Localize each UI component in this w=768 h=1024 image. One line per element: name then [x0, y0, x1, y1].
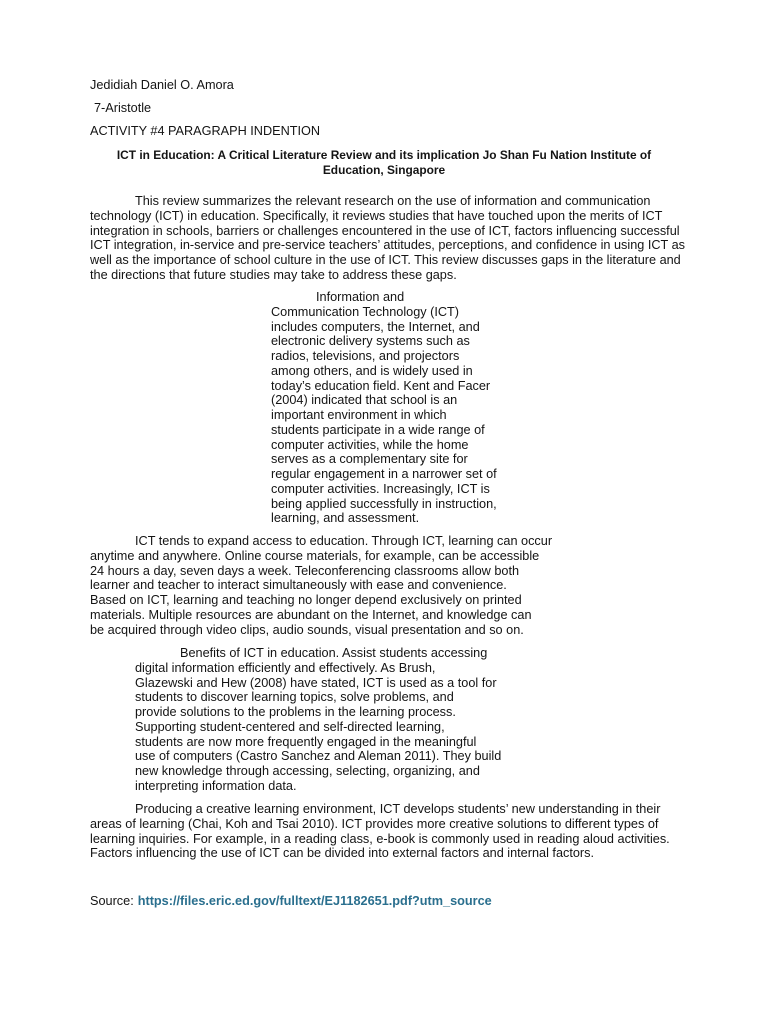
text-line: learner and teacher to interact simultaneously with ease and convenience. — [90, 578, 507, 593]
text-line: Information and — [316, 290, 405, 304]
text-line: radios, televisions, and projectors — [271, 349, 460, 363]
text-line: electronic delivery systems such as — [271, 334, 470, 349]
text-line: includes computers, the Internet, and — [271, 319, 480, 334]
author-name: Jedidiah Daniel O. Amora — [90, 78, 234, 92]
text-line: (2004) indicated that school is an — [271, 393, 458, 408]
paragraph-1 — [90, 194, 685, 283]
paragraph-2 — [271, 290, 497, 526]
text-line: new knowledge through accessing, selecting, organizing, and — [135, 764, 480, 778]
text-line: Benefits of ICT in education. Assist students accessing — [180, 646, 488, 660]
text-line: materials. Multiple resources are abundant on the Internet, and knowledge can — [90, 607, 532, 622]
text-line: be acquired through video clips, audio sounds, visual presentation and so on. — [90, 622, 524, 637]
text-line: students participate in a wide range of — [271, 422, 485, 437]
text-line: Producing a creative learning environment, ICT develops students’ new understanding in their — [135, 802, 661, 816]
text-line: technology (ICT) in education. Specifically, it reviews studies that have touched upon the merits of ICT — [90, 208, 663, 223]
text-line: serves as a complementary site for — [271, 452, 468, 467]
text-line: Communication Technology (ICT) — [271, 304, 460, 319]
text-line: interpreting information data. — [135, 778, 297, 793]
text-line: use of computers (Castro Sanchez and Aleman 2011). They build — [135, 749, 502, 764]
text-line: Factors influencing the use of ICT can be divided into external factors and internal factors. — [90, 846, 595, 861]
source-label: Source: — [90, 894, 134, 908]
text-line: well as the importance of school culture in the use of ICT. This review discusses gaps in the literature and — [90, 253, 681, 267]
text-line: Glazewski and Hew (2008) have stated, ICT is used as a tool for — [135, 675, 497, 690]
text-line: integration in schools, barriers or challenges encountered in the use of ICT, factors influencing successful — [90, 223, 680, 238]
text-line: anytime and anywhere. Online course materials, for example, can be accessible — [90, 548, 540, 563]
text-line: ICT in Education: A Critical Literature Review and its implication Jo Shan Fu Nation Institute of — [116, 148, 652, 162]
text-line: Based on ICT, learning and teaching no longer depend exclusively on printed — [90, 593, 522, 607]
source-link[interactable]: https://files.eric.ed.gov/fulltext/EJ1182651.pdf?utm_source — [137, 894, 492, 908]
text-line: digital information efficiently and effectively. As Brush, — [135, 660, 436, 675]
text-line: computer activities, while the home — [271, 437, 469, 452]
text-line: areas of learning (Chai, Koh and Tsai 2010). ICT provides more creative solutions to different types of — [90, 816, 659, 831]
student-section: 7-Aristotle — [94, 101, 152, 115]
activity-title: ACTIVITY #4 PARAGRAPH INDENTION — [90, 124, 321, 138]
text-line: provide solutions to the problems in the learning process. — [135, 705, 456, 719]
text-line: among others, and is widely used in — [271, 363, 473, 378]
text-line: 24 hours a day, seven days a week. Teleconferencing classrooms allow both — [90, 563, 520, 578]
text-line: This review summarizes the relevant research on the use of information and communication — [135, 194, 651, 208]
text-line: learning inquiries. For example, in a reading class, e-book is commonly used in reading aloud activities. — [90, 831, 670, 846]
text-line: students to discover learning topics, solve problems, and — [135, 690, 454, 705]
text-line: the directions that future studies may take to address these gaps. — [90, 267, 457, 282]
text-line: Supporting student-centered and self-directed learning, — [135, 719, 445, 734]
paragraph-3 — [90, 534, 552, 637]
text-line: regular engagement in a narrower set of — [271, 467, 497, 481]
text-line: Education, Singapore — [322, 162, 446, 177]
document-title — [0, 148, 768, 178]
text-line: students are now more frequently engaged in the meaningful — [135, 734, 477, 749]
text-line: learning, and assessment. — [271, 511, 420, 526]
paragraph-5 — [90, 802, 670, 861]
source-line — [90, 894, 492, 909]
text-line: being applied successfully in instruction, — [271, 496, 497, 511]
paragraph-4 — [135, 646, 501, 794]
text-line: computer activities. Increasingly, ICT is — [271, 481, 490, 496]
text-line: ICT tends to expand access to education. Through ICT, learning can occur — [135, 534, 553, 548]
text-line: important environment in which — [271, 408, 447, 422]
text-line: ICT integration, in-service and pre-service teachers’ attitudes, perceptions, and confidence in using ICT as — [90, 238, 685, 253]
text-line: today’s education field. Kent and Facer — [271, 378, 491, 393]
